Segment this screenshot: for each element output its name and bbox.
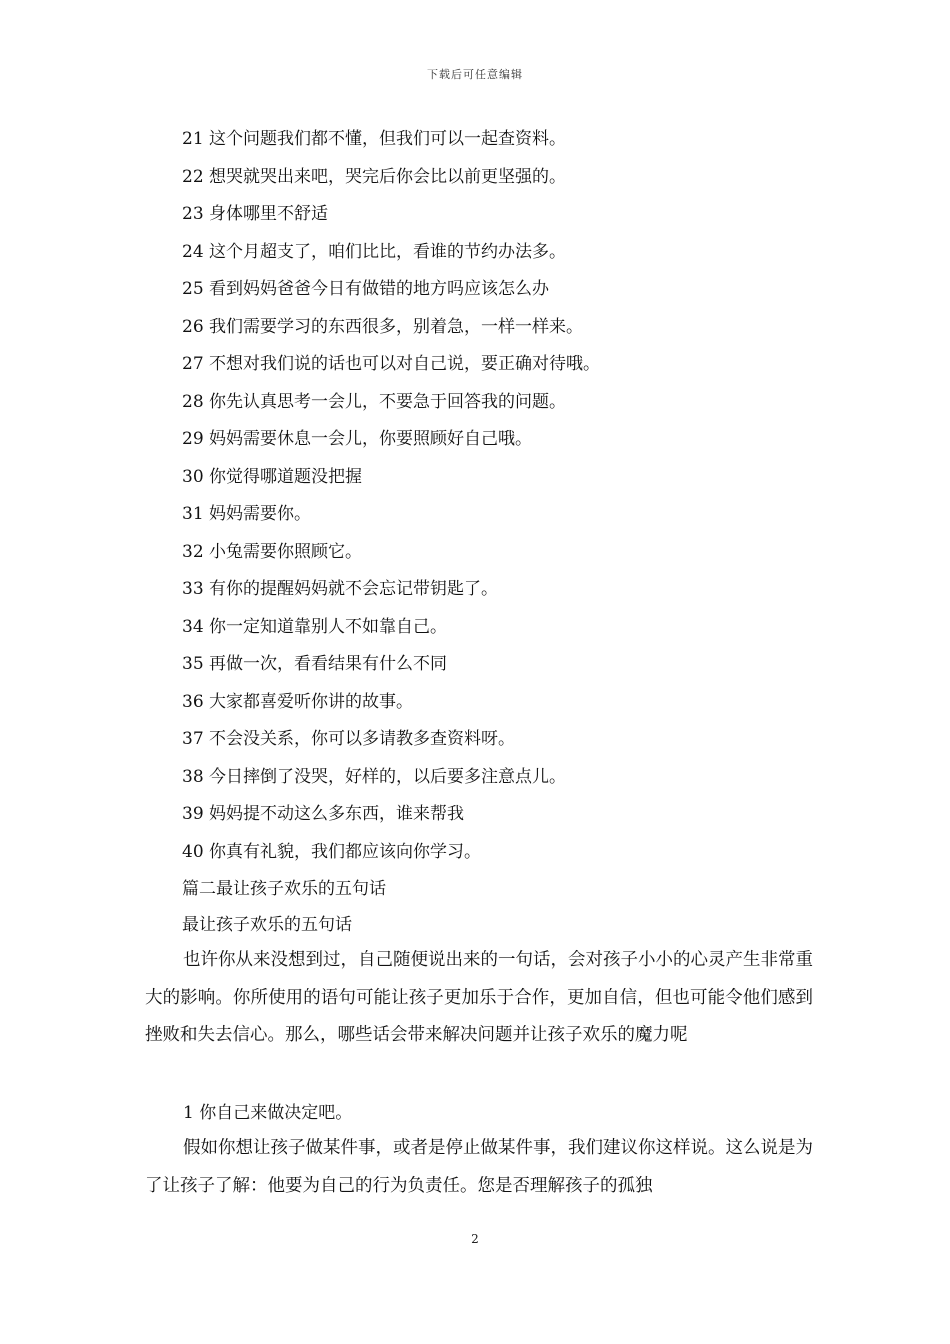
list-item: 40 你真有礼貌，我们都应该向你学习。	[182, 841, 482, 862]
list-item: 28 你先认真思考一会儿，不要急于回答我的问题。	[182, 391, 567, 412]
list-item: 36 大家都喜爱听你讲的故事。	[182, 691, 414, 712]
list-item: 25 看到妈妈爸爸今日有做错的地方吗应该怎么办	[182, 279, 550, 299]
list-item: 35 再做一次，看看结果有什么不同	[182, 654, 448, 674]
list-item: 39 妈妈提不动这么多东西，谁来帮我	[182, 804, 465, 824]
list-item: 31 妈妈需要你。	[182, 504, 312, 524]
tips-list	[182, 128, 600, 878]
intro-paragraph: 也许你从来没想到过，自己随便说出来的一句话，会对孩子小小的心灵产生非常重大的影响。你所使用的语句可能让孩子更加乐于合作，更加自信，但也可能令他们感到挫败和失去信心。那么，哪些话会带来解决问题并让孩子欢乐的魔力呢	[145, 950, 813, 1045]
point-heading: 1 你自己来做决定吧。	[183, 1103, 353, 1123]
point-paragraph: 假如你想让孩子做某件事，或者是停止做某件事，我们建议你这样说。这么说是为了让孩子了解：他要为自己的行为负责任。您是否理解孩子的孤独	[145, 1138, 813, 1196]
list-item: 22 想哭就哭出来吧，哭完后你会比以前更坚强的。	[182, 166, 567, 187]
section-heading: 篇二最让孩子欢乐的五句话	[182, 879, 386, 899]
list-item: 24 这个月超支了，咱们比比，看谁的节约办法多。	[182, 241, 567, 262]
list-item: 30 你觉得哪道题没把握	[182, 466, 363, 487]
list-item: 27 不想对我们说的话也可以对自己说，要正确对待哦。	[182, 354, 601, 374]
list-item: 21 这个问题我们都不懂，但我们可以一起查资料。	[182, 129, 567, 149]
section-subheading: 最让孩子欢乐的五句话	[182, 915, 352, 935]
list-item: 23 身体哪里不舒适	[182, 204, 329, 224]
list-item: 37 不会没关系，你可以多请教多查资料呀。	[182, 729, 516, 749]
list-item: 38 今日摔倒了没哭，好样的，以后要多注意点儿。	[182, 766, 567, 787]
list-item: 26 我们需要学习的东西很多，别着急，一样一样来。	[182, 316, 584, 337]
page-header: 下载后可任意编辑	[427, 68, 523, 81]
list-item: 33 有你的提醒妈妈就不会忘记带钥匙了。	[182, 579, 499, 599]
list-item: 34 你一定知道靠别人不如靠自己。	[182, 616, 448, 637]
list-item: 29 妈妈需要休息一会儿，你要照顾好自己哦。	[182, 429, 533, 449]
list-item: 32 小兔需要你照顾它。	[182, 541, 363, 562]
page-number: 2	[471, 1232, 479, 1246]
